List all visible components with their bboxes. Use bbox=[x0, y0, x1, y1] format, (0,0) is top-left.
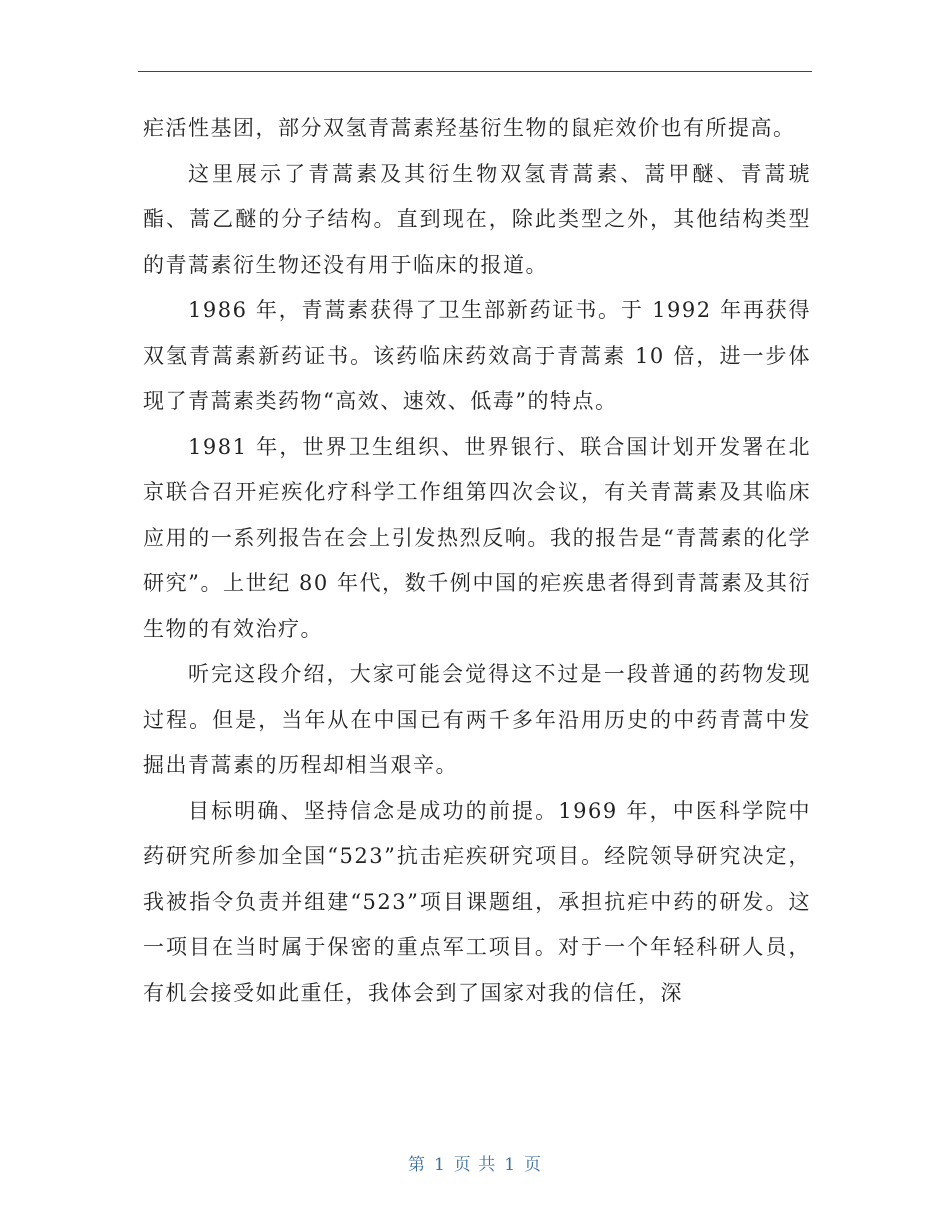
footer-middle: 页 共 bbox=[453, 1155, 497, 1175]
paragraph-molecular-structures: 这里展示了青蒿素及其衍生物双氢青蒿素、蒿甲醚、青蒿琥酯、蒿乙醚的分子结构。直到现在，除此类型之外，其他结构类型的青蒿素衍生物还没有用于临床的报道。 bbox=[143, 161, 811, 277]
footer-suffix: 页 bbox=[524, 1155, 543, 1175]
body-text bbox=[143, 106, 811, 1016]
paragraph-discovery-process: 听完这段介绍，大家可能会觉得这不过是一段普通的药物发现过程。但是，当年从在中国已有两千多年沿用历史的中药青蒿中发掘出青蒿素的历程却相当艰辛。 bbox=[143, 662, 811, 777]
header-rule bbox=[138, 71, 812, 72]
paragraph-new-drug-certificate: 1986 年，青蒿素获得了卫生部新药证书。于 1992 年再获得双氢青蒿素新药证书。该药临床药效高于青蒿素 10 倍，进一步体现了青蒿素类药物“高效、速效、低毒”的特点。 bbox=[143, 298, 811, 413]
page-footer bbox=[0, 1150, 950, 1175]
paragraph-who-meeting: 1981 年，世界卫生组织、世界银行、联合国计划开发署在北京联合召开疟疾化疗科学工作组第四次会议，有关青蒿素及其临床应用的一系列报告在会上引发热烈反响。我的报告是“青蒿素的化学研究”。上世纪 80 年代，数千例中国的疟疾患者得到青蒿素及其衍生物的有效治疗。 bbox=[143, 434, 811, 641]
footer-prefix: 第 bbox=[407, 1155, 426, 1175]
paragraph-continuation: 疟活性基团，部分双氢青蒿素羟基衍生物的鼠疟效价也有所提高。 bbox=[143, 116, 796, 140]
footer-total-pages: 1 bbox=[504, 1155, 517, 1175]
footer-current-page: 1 bbox=[433, 1155, 446, 1175]
paragraph-project-523: 目标明确、坚持信念是成功的前提。1969 年，中医科学院中药研究所参加全国“523”抗击疟疾研究项目。经院领导研究决定，我被指令负责并组建“523”项目课题组，承担抗疟中药的研发。这一项目在当时属于保密的重点军工项目。对于一个年轻科研人员，有机会接受如此重任，我体会到了国家对我的信任，深 bbox=[143, 798, 811, 1005]
